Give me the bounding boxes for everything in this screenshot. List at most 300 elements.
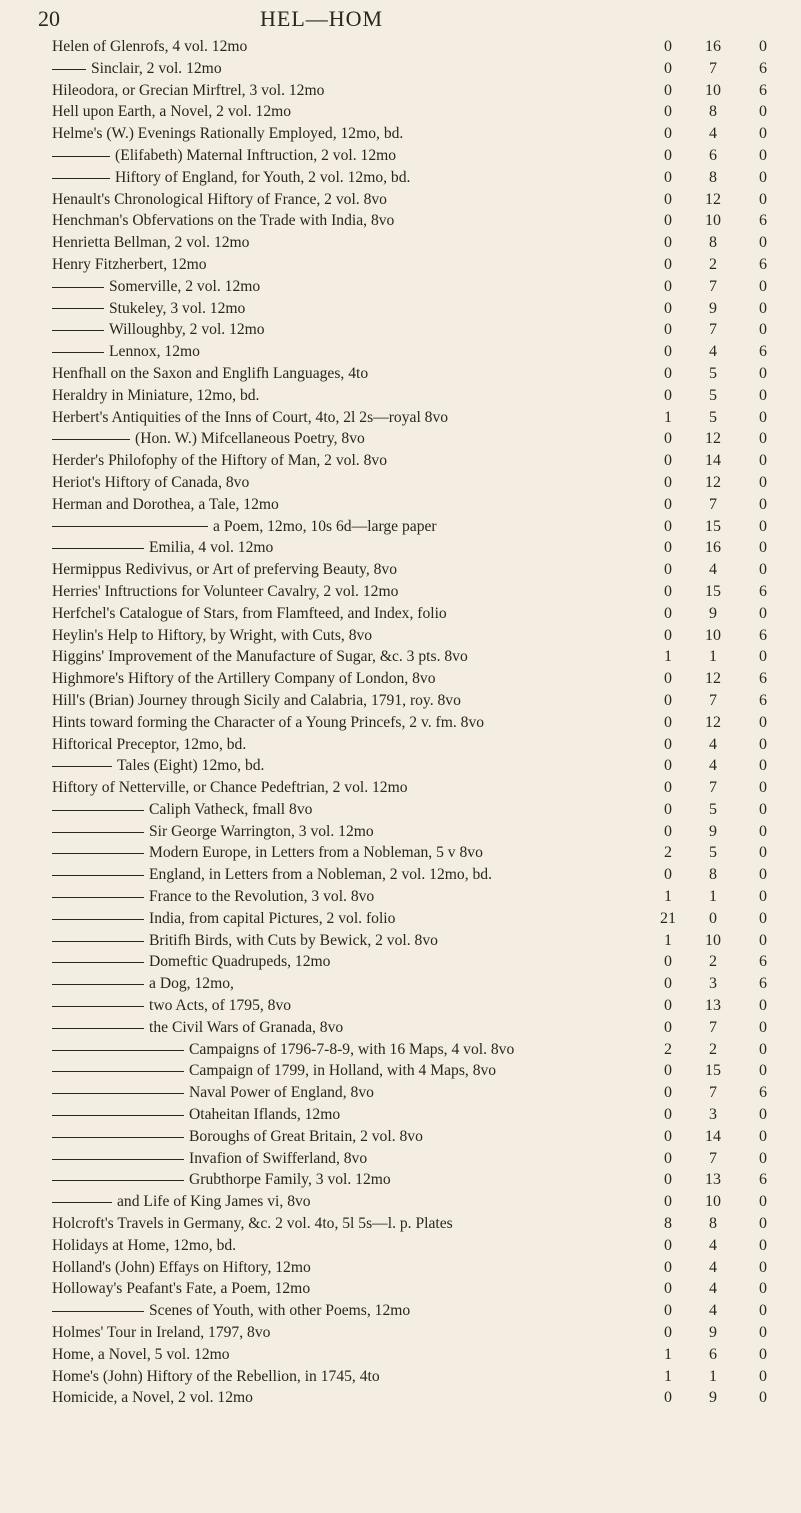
book-entry xyxy=(0,1278,801,1300)
book-title-text: a Dog, 12mo, xyxy=(149,975,234,993)
book-title xyxy=(52,537,672,559)
book-title-text: Holland's (John) Effays on Hiftory, 12mo xyxy=(52,1258,311,1276)
book-entry xyxy=(0,1322,801,1344)
book-title xyxy=(52,298,672,320)
ditto-rule xyxy=(52,1028,144,1029)
price-pounds: 0 xyxy=(664,59,672,77)
price-pounds: 0 xyxy=(664,1302,672,1320)
book-title-text: England, in Letters from a Nobleman, 2 vol. 12mo, bd. xyxy=(149,866,492,884)
price-pence: 0 xyxy=(759,1127,767,1145)
book-title-text: Heraldry in Miniature, 12mo, bd. xyxy=(52,386,260,404)
price-pence: 6 xyxy=(759,343,767,361)
price-shillings: 1 xyxy=(709,1367,717,1385)
price-pounds: 0 xyxy=(664,670,672,688)
price-pence: 0 xyxy=(759,866,767,884)
price-pounds: 1 xyxy=(664,931,672,949)
book-entry xyxy=(0,1387,801,1409)
price-pence: 6 xyxy=(759,582,767,600)
book-title-text: Henchman's Obfervations on the Trade with India, 8vo xyxy=(52,212,395,230)
book-entry xyxy=(0,319,801,341)
book-entry xyxy=(0,625,801,647)
book-title xyxy=(52,189,672,211)
ditto-rule xyxy=(52,810,144,811)
book-title xyxy=(52,1235,672,1257)
book-title-text: a Poem, 12mo, 10s 6d—large paper xyxy=(213,517,437,535)
price-shillings: 10 xyxy=(705,212,721,230)
book-list xyxy=(0,36,801,1409)
book-title-text: Hints toward forming the Character of a Young Princefs, 2 v. fm. 8vo xyxy=(52,713,485,731)
book-title xyxy=(52,101,672,123)
book-title-text: Campaign of 1799, in Holland, with 4 Maps, 8vo xyxy=(189,1062,497,1080)
price-shillings: 8 xyxy=(709,866,717,884)
book-title-text: Hileodora, or Grecian Mirftrel, 3 vol. 12mo xyxy=(52,81,325,99)
price-pounds: 0 xyxy=(664,822,672,840)
book-title xyxy=(52,603,672,625)
book-entry xyxy=(0,734,801,756)
price-shillings: 9 xyxy=(709,822,717,840)
price-shillings: 12 xyxy=(705,473,721,491)
price-pounds: 0 xyxy=(664,1062,672,1080)
price-pounds: 0 xyxy=(664,626,672,644)
book-title xyxy=(52,276,672,298)
price-shillings: 5 xyxy=(709,844,717,862)
price-pence: 6 xyxy=(759,626,767,644)
price-pence: 0 xyxy=(759,713,767,731)
book-entry xyxy=(0,1191,801,1213)
price-pence: 0 xyxy=(759,1040,767,1058)
book-title-text: Britifh Birds, with Cuts by Bewick, 2 vol. 8vo xyxy=(149,931,438,949)
price-pence: 0 xyxy=(759,146,767,164)
price-pence: 0 xyxy=(759,452,767,470)
price-shillings: 7 xyxy=(709,1018,717,1036)
book-title xyxy=(52,646,672,668)
price-pence: 0 xyxy=(759,1106,767,1124)
book-title xyxy=(52,1366,672,1388)
book-entry xyxy=(0,385,801,407)
price-pence: 6 xyxy=(759,691,767,709)
price-pence: 0 xyxy=(759,604,767,622)
book-title-text: Otaheitan Iflands, 12mo xyxy=(189,1106,341,1124)
book-title-text: Highmore's Hiftory of the Artillery Company of London, 8vo xyxy=(52,670,436,688)
price-pounds: 0 xyxy=(664,343,672,361)
book-entry xyxy=(0,799,801,821)
price-pounds: 0 xyxy=(664,866,672,884)
price-pence: 0 xyxy=(759,757,767,775)
book-title xyxy=(52,1126,672,1148)
price-pence: 0 xyxy=(759,321,767,339)
price-pence: 0 xyxy=(759,1280,767,1298)
price-pence: 6 xyxy=(759,953,767,971)
price-pounds: 0 xyxy=(664,1018,672,1036)
book-entry xyxy=(0,581,801,603)
book-title-text: Invafion of Swifferland, 8vo xyxy=(189,1149,368,1167)
book-title-text: Grubthorpe Family, 3 vol. 12mo xyxy=(189,1171,391,1189)
book-entry xyxy=(0,1060,801,1082)
ditto-rule xyxy=(52,1137,184,1138)
book-title-text: Willoughby, 2 vol. 12mo xyxy=(109,321,265,339)
book-title-text: Herman and Dorothea, a Tale, 12mo xyxy=(52,495,279,513)
price-pounds: 0 xyxy=(664,1171,672,1189)
price-pounds: 0 xyxy=(664,103,672,121)
ditto-rule xyxy=(52,897,144,898)
book-entry xyxy=(0,603,801,625)
price-pounds: 0 xyxy=(664,517,672,535)
ditto-rule xyxy=(52,962,144,963)
book-title-text: Modern Europe, in Letters from a Nobleman, 5 v 8vo xyxy=(149,844,483,862)
ditto-rule xyxy=(52,919,144,920)
book-entry xyxy=(0,58,801,80)
price-pounds: 0 xyxy=(664,735,672,753)
price-shillings: 12 xyxy=(705,713,721,731)
price-shillings: 8 xyxy=(709,1215,717,1233)
book-title-text: (Elifabeth) Maternal Inftruction, 2 vol. 12mo xyxy=(115,146,397,164)
book-entry xyxy=(0,951,801,973)
book-title xyxy=(52,80,672,102)
book-entry xyxy=(0,407,801,429)
book-entry xyxy=(0,821,801,843)
price-shillings: 16 xyxy=(705,38,721,55)
book-title xyxy=(52,319,672,341)
book-title-text: Somerville, 2 vol. 12mo xyxy=(109,277,261,295)
book-title xyxy=(52,1191,672,1213)
book-title xyxy=(52,232,672,254)
price-pounds: 1 xyxy=(664,1367,672,1385)
book-entry xyxy=(0,1039,801,1061)
price-pounds: 0 xyxy=(664,713,672,731)
book-title-text: Sinclair, 2 vol. 12mo xyxy=(91,59,222,77)
price-pence: 0 xyxy=(759,473,767,491)
ditto-rule xyxy=(52,1050,184,1051)
book-title-text: Herder's Philofophy of the Hiftory of Man, 2 vol. 8vo xyxy=(52,452,387,470)
book-title xyxy=(52,1148,672,1170)
book-title xyxy=(52,516,672,538)
book-title-text: Hell upon Earth, a Novel, 2 vol. 12mo xyxy=(52,103,292,121)
price-pence: 0 xyxy=(759,800,767,818)
book-entry xyxy=(0,145,801,167)
book-title-text: Hiftory of England, for Youth, 2 vol. 12mo, bd. xyxy=(115,168,411,186)
price-pounds: 0 xyxy=(664,1106,672,1124)
price-pounds: 0 xyxy=(664,255,672,273)
price-pence: 0 xyxy=(759,168,767,186)
book-entry xyxy=(0,1169,801,1191)
price-pounds: 0 xyxy=(664,277,672,295)
ditto-rule xyxy=(52,853,144,854)
book-title-text: Caliph Vatheck, fmall 8vo xyxy=(149,800,313,818)
price-shillings: 7 xyxy=(709,779,717,797)
price-pounds: 0 xyxy=(664,757,672,775)
price-shillings: 7 xyxy=(709,1084,717,1102)
price-shillings: 9 xyxy=(709,604,717,622)
book-title xyxy=(52,1322,672,1344)
book-title-text: Henry Fitzherbert, 12mo xyxy=(52,255,207,273)
book-entry xyxy=(0,494,801,516)
price-pence: 0 xyxy=(759,103,767,121)
price-pence: 0 xyxy=(759,1062,767,1080)
price-shillings: 15 xyxy=(705,582,721,600)
ditto-rule xyxy=(52,156,110,157)
book-entry xyxy=(0,232,801,254)
book-title-text: Holidays at Home, 12mo, bd. xyxy=(52,1236,237,1254)
price-shillings: 10 xyxy=(705,931,721,949)
book-title-text: Holcroft's Travels in Germany, &c. 2 vol. 4to, 5l 5s—l. p. Plates xyxy=(52,1215,453,1233)
price-pounds: 0 xyxy=(664,212,672,230)
book-title xyxy=(52,559,672,581)
price-shillings: 9 xyxy=(709,1324,717,1342)
book-entry xyxy=(0,123,801,145)
book-entry xyxy=(0,712,801,734)
book-entry xyxy=(0,276,801,298)
book-title xyxy=(52,821,672,843)
price-shillings: 16 xyxy=(705,539,721,557)
price-pounds: 0 xyxy=(664,452,672,470)
price-pence: 0 xyxy=(759,430,767,448)
price-pence: 6 xyxy=(759,975,767,993)
price-pence: 0 xyxy=(759,779,767,797)
price-pence: 0 xyxy=(759,1215,767,1233)
book-entry xyxy=(0,1213,801,1235)
price-shillings: 5 xyxy=(709,408,717,426)
price-pounds: 0 xyxy=(664,779,672,797)
book-title-text: Holmes' Tour in Ireland, 1797, 8vo xyxy=(52,1324,271,1342)
book-entry xyxy=(0,472,801,494)
book-title xyxy=(52,254,672,276)
price-pence: 6 xyxy=(759,1171,767,1189)
book-entry xyxy=(0,886,801,908)
price-shillings: 7 xyxy=(709,495,717,513)
price-shillings: 10 xyxy=(705,626,721,644)
book-entry xyxy=(0,1257,801,1279)
book-title xyxy=(52,167,672,189)
price-pounds: 0 xyxy=(664,1324,672,1342)
price-shillings: 12 xyxy=(705,430,721,448)
book-title-text: Tales (Eight) 12mo, bd. xyxy=(117,757,265,775)
book-title-text: France to the Revolution, 3 vol. 8vo xyxy=(149,888,375,906)
book-title-text: Herbert's Antiquities of the Inns of Court, 4to, 2l 2s—royal 8vo xyxy=(52,408,449,426)
price-pounds: 0 xyxy=(664,125,672,143)
price-pence: 0 xyxy=(759,1367,767,1385)
price-shillings: 14 xyxy=(705,1127,721,1145)
book-title-text: Emilia, 4 vol. 12mo xyxy=(149,539,274,557)
price-pounds: 2 xyxy=(664,844,672,862)
book-entry xyxy=(0,516,801,538)
book-title xyxy=(52,450,672,472)
price-shillings: 13 xyxy=(705,1171,721,1189)
price-pounds: 0 xyxy=(664,430,672,448)
price-pounds: 0 xyxy=(664,561,672,579)
price-pounds: 0 xyxy=(664,1127,672,1145)
book-title xyxy=(52,842,672,864)
price-pence: 6 xyxy=(759,59,767,77)
book-title-text: Homicide, a Novel, 2 vol. 12mo xyxy=(52,1389,253,1407)
book-title xyxy=(52,1213,672,1235)
book-entry xyxy=(0,842,801,864)
book-entry xyxy=(0,537,801,559)
price-shillings: 9 xyxy=(709,299,717,317)
book-title-text: Home, a Novel, 5 vol. 12mo xyxy=(52,1345,230,1363)
book-title-text: Henault's Chronological Hiftory of France, 2 vol. 8vo xyxy=(52,190,387,208)
ditto-rule xyxy=(52,1159,184,1160)
page-number: 20 xyxy=(38,6,60,31)
book-entry xyxy=(0,864,801,886)
book-title xyxy=(52,1169,672,1191)
running-head: HEL—HOM xyxy=(260,6,384,31)
book-title xyxy=(52,886,672,908)
book-title xyxy=(52,428,672,450)
price-pounds: 0 xyxy=(664,800,672,818)
ditto-rule xyxy=(52,832,144,833)
price-pounds: 0 xyxy=(664,299,672,317)
book-entry xyxy=(0,973,801,995)
ditto-rule xyxy=(52,1311,144,1312)
price-pounds: 0 xyxy=(664,997,672,1015)
price-pounds: 0 xyxy=(664,582,672,600)
ditto-rule xyxy=(52,984,144,985)
book-title xyxy=(52,777,672,799)
price-pounds: 0 xyxy=(664,539,672,557)
price-shillings: 4 xyxy=(709,1280,717,1298)
price-shillings: 0 xyxy=(709,909,717,927)
ditto-rule xyxy=(52,875,144,876)
book-title-text: two Acts, of 1795, 8vo xyxy=(149,997,292,1015)
price-shillings: 7 xyxy=(709,321,717,339)
book-entry xyxy=(0,341,801,363)
price-pounds: 0 xyxy=(664,386,672,404)
book-entry xyxy=(0,1344,801,1366)
book-title xyxy=(52,1017,672,1039)
book-title-text: Holloway's Peafant's Fate, a Poem, 12mo xyxy=(52,1280,311,1298)
price-pence: 0 xyxy=(759,190,767,208)
book-title xyxy=(52,690,672,712)
book-entry xyxy=(0,1366,801,1388)
price-pounds: 0 xyxy=(664,190,672,208)
price-pounds: 2 xyxy=(664,1040,672,1058)
price-pounds: 8 xyxy=(664,1215,672,1233)
price-shillings: 14 xyxy=(705,452,721,470)
book-entry xyxy=(0,1082,801,1104)
price-shillings: 15 xyxy=(705,517,721,535)
price-shillings: 4 xyxy=(709,1258,717,1276)
ditto-rule xyxy=(52,1115,184,1116)
book-title xyxy=(52,341,672,363)
book-title xyxy=(52,58,672,80)
price-pounds: 0 xyxy=(664,364,672,382)
book-entry xyxy=(0,995,801,1017)
ditto-rule xyxy=(52,1202,112,1203)
price-shillings: 2 xyxy=(709,953,717,971)
price-shillings: 10 xyxy=(705,81,721,99)
price-pounds: 1 xyxy=(664,648,672,666)
price-shillings: 4 xyxy=(709,343,717,361)
book-title-text: Herries' Inftructions for Volunteer Cavalry, 2 vol. 12mo xyxy=(52,582,399,600)
book-title-text: Lennox, 12mo xyxy=(109,343,200,361)
price-pence: 6 xyxy=(759,1084,767,1102)
ditto-rule xyxy=(52,941,144,942)
price-pounds: 0 xyxy=(664,1389,672,1407)
ditto-rule xyxy=(52,308,104,309)
price-pence: 0 xyxy=(759,408,767,426)
price-pence: 0 xyxy=(759,1149,767,1167)
price-pence: 0 xyxy=(759,234,767,252)
price-pounds: 0 xyxy=(664,975,672,993)
book-title xyxy=(52,123,672,145)
book-title-text: India, from capital Pictures, 2 vol. folio xyxy=(149,909,396,927)
price-shillings: 6 xyxy=(709,146,717,164)
ditto-rule xyxy=(52,69,86,70)
book-entry xyxy=(0,210,801,232)
book-title-text: the Civil Wars of Granada, 8vo xyxy=(149,1018,344,1036)
book-title xyxy=(52,1104,672,1126)
price-pounds: 1 xyxy=(664,408,672,426)
price-shillings: 7 xyxy=(709,691,717,709)
price-pounds: 0 xyxy=(664,604,672,622)
price-shillings: 6 xyxy=(709,1345,717,1363)
book-title xyxy=(52,1257,672,1279)
book-title xyxy=(52,1278,672,1300)
price-pence: 0 xyxy=(759,1258,767,1276)
book-entry xyxy=(0,167,801,189)
price-pence: 0 xyxy=(759,386,767,404)
book-entry xyxy=(0,777,801,799)
book-title xyxy=(52,995,672,1017)
price-shillings: 13 xyxy=(705,997,721,1015)
price-pence: 0 xyxy=(759,909,767,927)
book-entry xyxy=(0,1148,801,1170)
price-shillings: 3 xyxy=(709,1106,717,1124)
price-pence: 0 xyxy=(759,844,767,862)
price-pence: 0 xyxy=(759,539,767,557)
book-title xyxy=(52,210,672,232)
book-title xyxy=(52,1082,672,1104)
price-pounds: 0 xyxy=(664,1193,672,1211)
price-shillings: 2 xyxy=(709,1040,717,1058)
price-pence: 6 xyxy=(759,255,767,273)
price-shillings: 4 xyxy=(709,1236,717,1254)
price-pounds: 0 xyxy=(664,1236,672,1254)
price-shillings: 4 xyxy=(709,735,717,753)
price-pence: 6 xyxy=(759,670,767,688)
price-pence: 0 xyxy=(759,735,767,753)
book-title xyxy=(52,494,672,516)
price-pence: 0 xyxy=(759,277,767,295)
price-shillings: 5 xyxy=(709,386,717,404)
book-title-text: Stukeley, 3 vol. 12mo xyxy=(109,299,246,317)
price-pounds: 0 xyxy=(664,473,672,491)
book-title xyxy=(52,734,672,756)
price-shillings: 12 xyxy=(705,190,721,208)
book-entry xyxy=(0,80,801,102)
price-pounds: 0 xyxy=(664,1280,672,1298)
price-pence: 0 xyxy=(759,495,767,513)
book-title xyxy=(52,472,672,494)
book-title xyxy=(52,951,672,973)
price-pence: 0 xyxy=(759,1302,767,1320)
book-entry xyxy=(0,101,801,123)
price-pounds: 0 xyxy=(664,321,672,339)
book-title-text: Scenes of Youth, with other Poems, 12mo xyxy=(149,1302,411,1320)
price-pounds: 21 xyxy=(660,909,676,927)
price-pounds: 0 xyxy=(664,953,672,971)
ditto-rule xyxy=(52,287,104,288)
book-entry xyxy=(0,36,801,58)
book-title xyxy=(52,1344,672,1366)
ditto-rule xyxy=(52,1071,184,1072)
book-title xyxy=(52,864,672,886)
ditto-rule xyxy=(52,548,144,549)
price-pence: 0 xyxy=(759,1018,767,1036)
price-pence: 0 xyxy=(759,1345,767,1363)
price-pence: 0 xyxy=(759,125,767,143)
price-pence: 0 xyxy=(759,888,767,906)
